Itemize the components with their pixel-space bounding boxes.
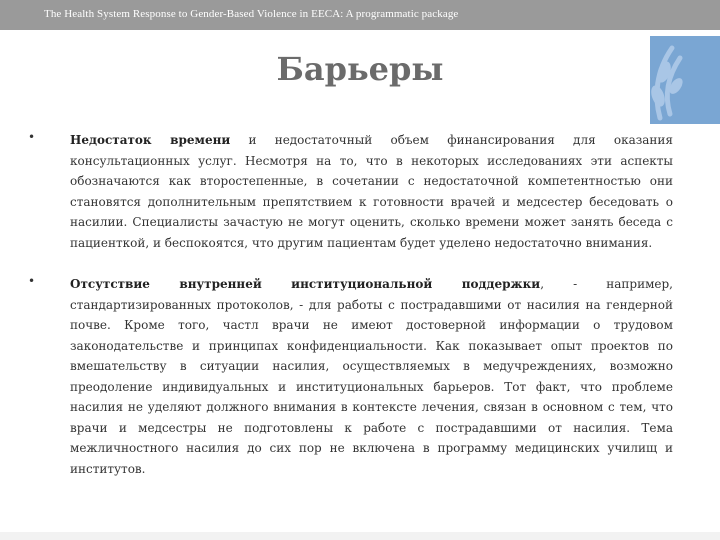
header-divider <box>0 30 720 32</box>
bullet-text: и недостаточный объем финансирования для оказания консультационных услуг. Несмотря на то, что в некоторых исследованиях эти аспекты обозначаются как второстепенные, в сочетании с недостаточной компетентностью они становятся дополнительным препятствием к готовности врачей и медсестер беседовать о насилии. Специалисты зачастую не могут оценить, сколько времени может занять беседа с пациенткой, и беспокоятся, что другим пациентам будет уделено недостаточно внимания. <box>70 133 673 250</box>
bullet-paragraph <box>70 130 673 253</box>
bullet-emphasis: Отсутствие внутренней институциональной поддержки <box>70 277 541 291</box>
bullet-marker: • <box>28 130 36 144</box>
header-text: The Health System Response to Gender-Based Violence in EECA: A programmatic package <box>44 8 459 20</box>
bullet-paragraph <box>70 274 673 479</box>
bullet-marker: • <box>28 274 36 288</box>
bullet-text: , - например, стандартизированных протоколов, - для работы с пострадавшими от насилия на гендерной почве. Кроме того, частл врачи не имеют достоверной информации о трудовом законодательстве и принципах конфиденциальности. Как показывает опыт проектов по вмешательству в ситуации насилия, осуществляемых в медучреждениях, возможно преодоление индивидуальных и институциональных барьеров. Тот факт, что проблеме насилия не уделяют должного внимания в контексте лечения, связан в основном с тем, что врачи и медсестры не подготовлены к работе с пострадавшими от насилия. Тема межличностного насилия до сих пор не включена в программу медицинских училищ и институтов. <box>70 277 674 476</box>
slide-title: Барьеры <box>276 50 444 88</box>
footer-band <box>0 532 720 540</box>
bullet-emphasis: Недостаток времени <box>70 133 231 147</box>
